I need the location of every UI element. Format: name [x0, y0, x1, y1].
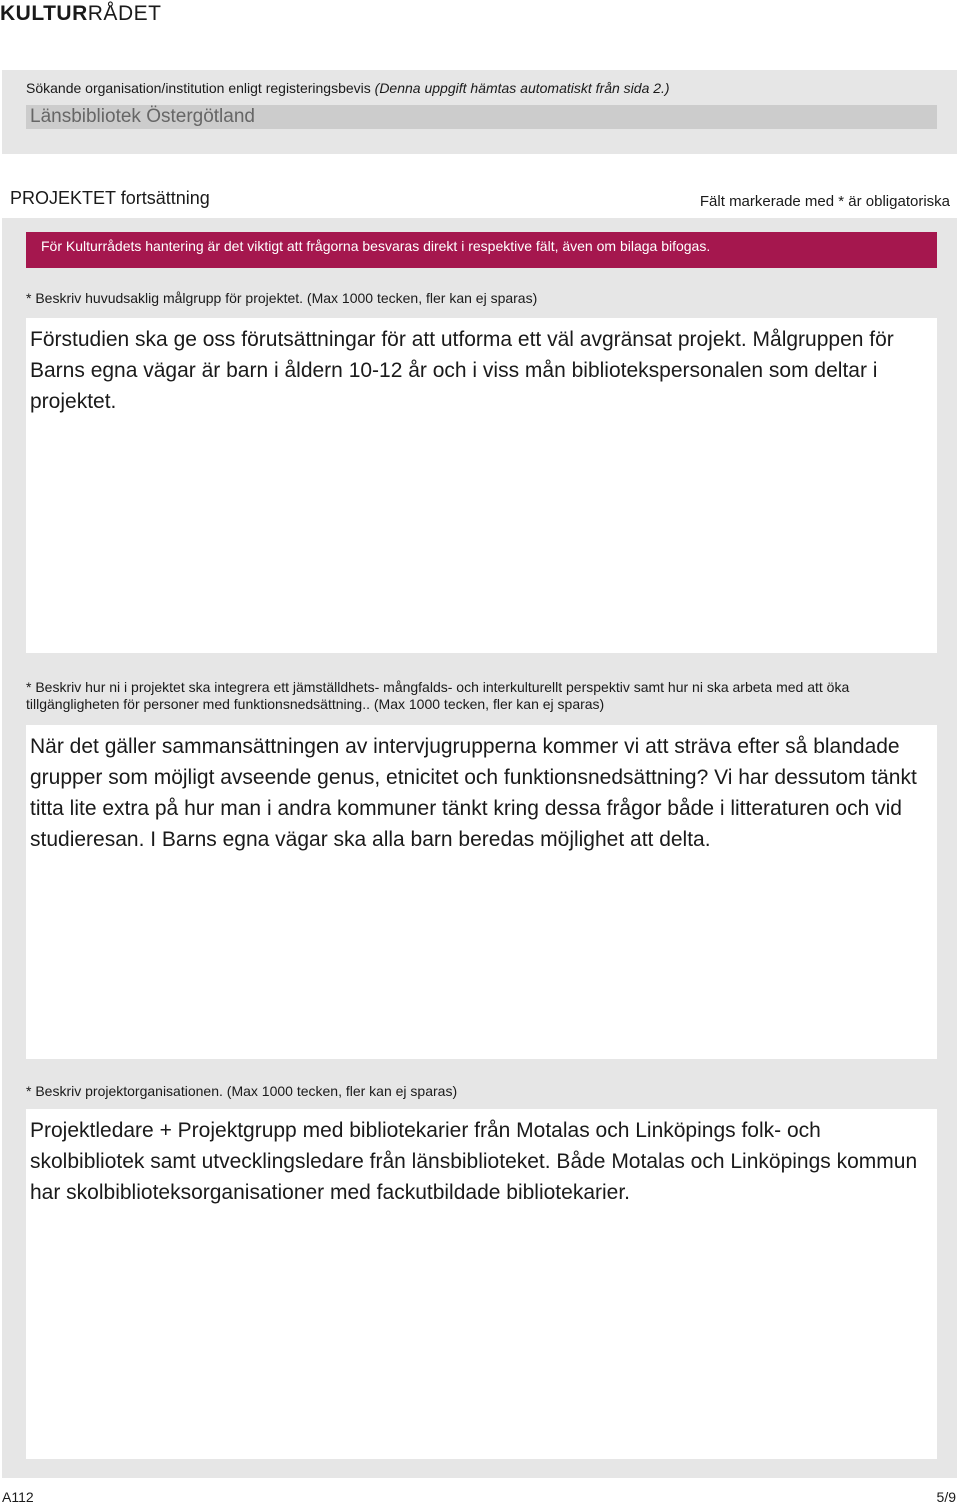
question-limit: (Max 1000 tecken, fler kan ej sparas) — [373, 696, 605, 712]
project-form-section — [2, 218, 957, 1478]
question-label-equality — [26, 679, 906, 713]
question-label-organisation — [26, 1083, 937, 1100]
answer-field-organisation[interactable]: Projektledare + Projektgrupp med bibliotekarier från Motalas och Linköpings folk- och skolbibliotek samt utvecklingsledare från länsbiblioteket. Både Motalas och Linköpings kommun har skolbiblioteksorganisationer med fackutbildade bibliotekarier. — [26, 1109, 937, 1459]
form-code: A112 — [2, 1489, 34, 1505]
answer-field-target-group[interactable]: Förstudien ska ge oss förutsättningar för att utforma ett väl avgränsat projekt. Målgruppen för Barns egna vägar är barn i åldern 10-12 år och i viss mån bibliotekspersonalen som deltar i projektet. — [26, 318, 937, 653]
question-label-target-group — [26, 290, 937, 307]
instruction-banner: För Kulturrådets hantering är det viktigt att frågorna besvaras direkt i respektive fält, även om bilaga bifogas. — [26, 232, 937, 268]
organisation-field: Länsbibliotek Östergötland — [26, 105, 937, 129]
question-limit: (Max 1000 tecken, fler kan ej sparas) — [306, 290, 538, 306]
organisation-section — [2, 70, 957, 154]
organisation-label-note: (Denna uppgift hämtas automatiskt från sida 2.) — [374, 80, 670, 96]
kulturradet-logo — [0, 2, 161, 28]
organisation-label — [26, 80, 670, 96]
question-limit: (Max 1000 tecken, fler kan ej sparas) — [226, 1083, 458, 1099]
section-title: PROJEKTET fortsättning — [10, 188, 210, 208]
logo-light-part: RÅDET — [87, 2, 162, 25]
question-text: * Beskriv projektorganisationen. — [26, 1083, 223, 1099]
logo-bold-part: KULTUR — [0, 2, 88, 25]
required-fields-note: Fält markerade med * är obligatoriska — [699, 193, 950, 210]
question-text: * Beskriv huvudsaklig målgrupp för projektet. — [26, 290, 304, 306]
question-text: * Beskriv hur ni i projektet ska integrera ett jämställdhets- mångfalds- och interkulturellt perspektiv samt hur ni ska arbeta med att öka tillgängligheten för personer med funktionsnedsättning.. — [26, 679, 850, 712]
page-number: 5/9 — [936, 1489, 956, 1505]
answer-field-equality[interactable]: När det gäller sammansättningen av intervjugrupperna kommer vi att sträva efter så blandade grupper som möjligt avseende genus, etnicitet och funktionsnedsättning? Vi har dessutom tänkt titta lite extra på hur man i andra kommuner tänkt kring dessa frågor både i litteraturen och vid studieresan. I Barns egna vägar ska alla barn beredas möjlighet att delta. — [26, 725, 937, 1059]
organisation-label-text: Sökande organisation/institution enligt registeringsbevis — [26, 80, 371, 96]
